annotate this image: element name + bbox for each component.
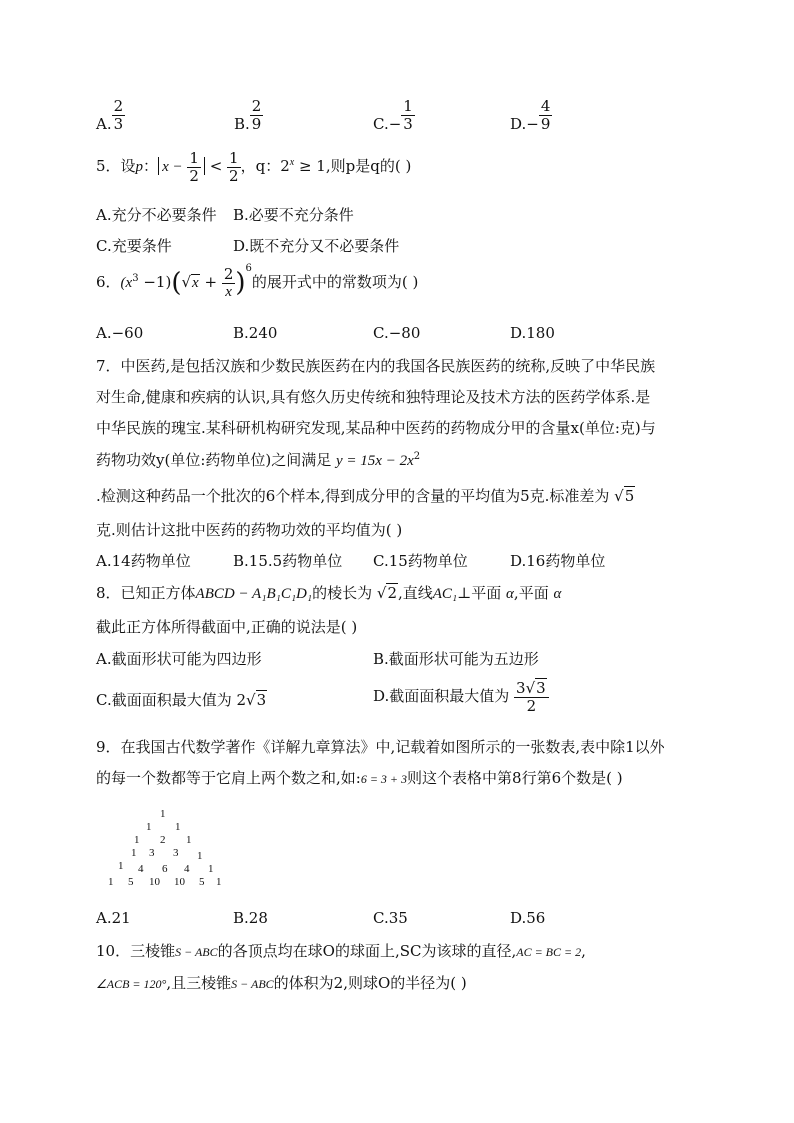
q7-line-5: .检测这种药品一个批次的6个样本,得到成分甲的含量的平均值为5克.标准差为 √5: [96, 487, 635, 505]
triangle-cell: 4: [184, 863, 190, 875]
q6-option-d: D.180: [510, 324, 555, 342]
triangle-cell: 1: [146, 821, 152, 833]
triangle-cell: 1: [197, 850, 203, 862]
q4-option-c: C.− $\frac{1}{3}$: [373, 97, 413, 133]
q5-option-d: D.既不充分又不必要条件: [233, 237, 400, 255]
q5-absolute-value: x − $\frac{1}{2}$: [158, 157, 205, 175]
triangle-cell: 1: [134, 834, 140, 846]
q9-option-b: B.28: [233, 909, 268, 927]
q4-option-a: A. $\frac{2}{3}$: [96, 97, 124, 133]
q7-option-c: C.15药物单位: [373, 552, 468, 570]
triangle-cell: 1: [160, 808, 166, 820]
q6-stem: 6．$(x^3 -1)(√x$ + $\frac{2}{x}$ )$^6$的展开式中的常数项为( ): [96, 263, 419, 300]
triangle-cell: 10: [149, 876, 160, 888]
q8-d-fraction: $\frac{3√3}{2}$: [514, 680, 549, 714]
triangle-cell: 1: [216, 876, 222, 888]
q7-line-1: 7．中医药,是包括汉族和少数民族医药在内的我国各民族医药的统称,反映了中华民族: [96, 357, 656, 375]
q8-option-c: C.截面面积最大值为 2√3: [96, 691, 267, 709]
q7-option-a: A.14药物单位: [96, 552, 191, 570]
q4-a-fraction: $\frac{2}{3}$: [113, 97, 124, 133]
q4-c-fraction: $\frac{1}{3}$: [403, 97, 413, 133]
triangle-cell: 1: [208, 863, 214, 875]
triangle-cell: 5: [199, 876, 205, 888]
triangle-cell: 1: [108, 876, 114, 888]
q4-b-fraction: $\frac{2}{9}$: [251, 97, 262, 133]
triangle-cell: 1: [186, 834, 192, 846]
triangle-cell: 3: [149, 847, 155, 859]
q8-option-a: A.截面形状可能为四边形: [96, 650, 262, 668]
q4-d-fraction: $\frac{4}{9}$: [540, 97, 551, 133]
q7-line-4: 药物功效y(单位:药物单位)之间满足 $y = 15x - 2x^2$: [96, 451, 421, 469]
q6-option-a: A.−60: [96, 324, 144, 342]
q5-option-c: C.充要条件: [96, 237, 172, 255]
q8-line-1: 8．已知正方体ABCD − A₁B₁C₁D₁的棱长为 √2,直线AC₁⊥平面 α,平面 α: [96, 584, 562, 602]
q8-option-b: B.截面形状可能为五边形: [373, 650, 539, 668]
q6-option-b: B.240: [233, 324, 278, 342]
q6-option-c: C.−80: [373, 324, 421, 342]
pascal-triangle-figure: [100, 808, 240, 890]
q9-line-2: 的每一个数都等于它肩上两个数之和,如:6 = 3 + 3则这个表格中第8行第6个数是( ): [96, 769, 623, 787]
q9-option-d: D.56: [510, 909, 546, 927]
q7-line-6: 克.则估计这批中医药的药物功效的平均值为( ): [96, 521, 403, 539]
q5-stem: 5．设p： x − $\frac{1}{2}$ < $\frac{1}{2}$ ，q：$2^x \ge 1$,则p是q的( ): [96, 149, 412, 185]
q9-option-c: C.35: [373, 909, 408, 927]
triangle-cell: 6: [162, 863, 168, 875]
q9-option-a: A.21: [96, 909, 131, 927]
triangle-cell: 1: [175, 821, 181, 833]
q10-line-1: 10．三棱锥S − ABC的各顶点均在球O的球面上,SC为该球的直径,AC = BC = 2,: [96, 942, 586, 960]
q4-options: [96, 98, 696, 138]
q7-option-d: D.16药物单位: [510, 552, 606, 570]
q5-option-a: A.充分不必要条件: [96, 206, 217, 224]
q4-option-d: D.− $\frac{4}{9}$: [510, 97, 551, 133]
q7-line-2: 对生命,健康和疾病的认识,具有悠久历史传统和独特理论及技术方法的医药学体系.是: [96, 388, 651, 406]
triangle-cell: 1: [118, 860, 124, 872]
q7-option-b: B.15.5药物单位: [233, 552, 343, 570]
q4-option-b: B. $\frac{2}{9}$: [234, 97, 262, 133]
q9-line-1: 9．在我国古代数学著作《详解九章算法》中,记载着如图所示的一张数表,表中除1以外: [96, 738, 665, 756]
triangle-cell: 3: [173, 847, 179, 859]
q8-option-d: D.截面面积最大值为 $\frac{3√3}{2}$: [373, 680, 549, 714]
triangle-cell: 5: [128, 876, 134, 888]
q7-line-3: 中华民族的瑰宝.某科研机构研究发现,某品种中医药的药物成分甲的含量x(单位:克)与: [96, 419, 656, 437]
q5-option-b: B.必要不充分条件: [233, 206, 354, 224]
triangle-cell: 1: [131, 847, 137, 859]
triangle-cell: 4: [138, 863, 144, 875]
q10-line-2: ∠ACB = 120°,且三棱锥S − ABC的体积为2,则球O的半径为( ): [96, 974, 467, 992]
q8-line-2: 截此正方体所得截面中,正确的说法是( ): [96, 618, 358, 636]
triangle-cell: 2: [160, 834, 166, 846]
triangle-cell: 10: [174, 876, 185, 888]
